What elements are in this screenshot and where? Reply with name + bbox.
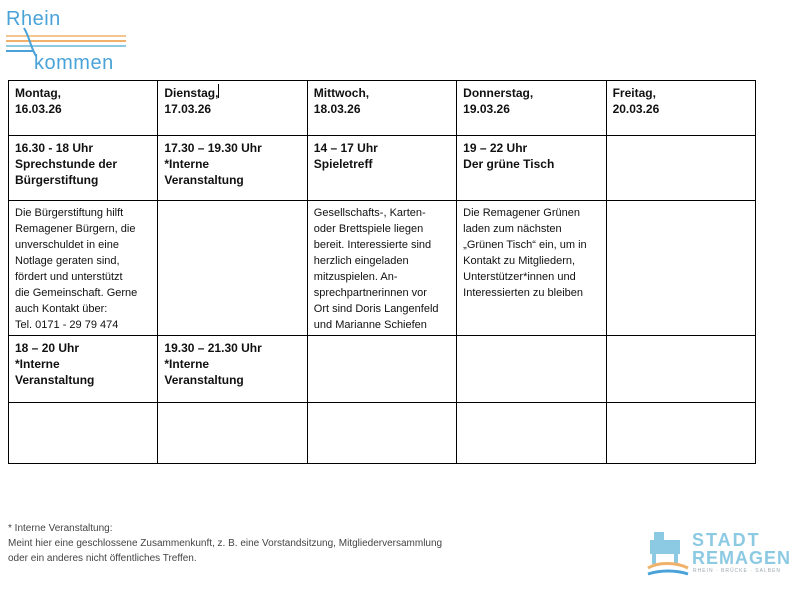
description-thursday: Die Remagener Grünen laden zum nächsten „Grünen Tisch“ ein, um in Kontakt zu Mitgliedern, Unterstützer*innen und Interessierten zu bleiben [457, 201, 606, 336]
table-row-empty [9, 403, 756, 464]
event-thursday-slot1: 19 – 22 Uhr Der grüne Tisch [457, 136, 606, 201]
event-thursday-slot2 [457, 336, 606, 403]
day-header-monday: Montag, 16.03.26 [9, 81, 158, 136]
empty-cell-wednesday [307, 403, 456, 464]
footnote-text-1: Meint hier eine geschlossene Zusammenkunft, z. B. eine Vorstandsitzung, Mitgliederversammlung [8, 538, 443, 549]
logo-word-stadt: STADT [692, 530, 761, 550]
empty-cell-monday [9, 403, 158, 464]
table-row-days [9, 81, 756, 136]
event-wednesday-slot2 [307, 336, 456, 403]
event-monday-slot2: 18 – 20 Uhr *Interne Veranstaltung [9, 336, 158, 403]
logo-tagline: RHEIN · BRÜCKE · SALBEN [693, 568, 782, 574]
empty-cell-tuesday [158, 403, 307, 464]
description-monday: Die Bürgerstiftung hilft Remagener Bürgern, die unverschuldet in eine Notlage geraten sind, fördert und unterstützt die Gemeinschaft. Gerne auch Kontakt über: Tel. 0171 - 29 79 474 [9, 201, 158, 336]
footnote [8, 521, 442, 566]
event-wednesday-slot1: 14 – 17 Uhr Spieletreff [307, 136, 456, 201]
weekly-schedule-table [8, 80, 756, 464]
event-friday-slot1 [606, 136, 755, 201]
logo-word-remagen: REMAGEN [692, 548, 792, 568]
stadt-remagen-logo [646, 528, 792, 580]
event-friday-slot2 [606, 336, 755, 403]
day-header-tuesday: Dienstag, 17.03.26 [158, 81, 307, 136]
event-tuesday-slot2: 19.30 – 21.30 Uhr *Interne Veranstaltung [158, 336, 307, 403]
table-row-slot1 [9, 136, 756, 201]
city-emblem-icon [646, 528, 690, 580]
logo-word-rhein: Rhein [6, 8, 61, 30]
description-wednesday: Gesellschafts-, Karten- oder Brettspiele liegen bereit. Interessierte sind herzlich eingeladen mitzuspielen. An- sprechpartnerinnen vor Ort sind Doris Langenfeld und Marianne Schiefen [307, 201, 456, 336]
event-monday-slot1: 16.30 - 18 Uhr Sprechstunde der Bürgerstiftung [9, 136, 158, 201]
day-header-thursday: Donnerstag, 19.03.26 [457, 81, 606, 136]
description-friday [606, 201, 755, 336]
table-row-descriptions [9, 201, 756, 336]
day-header-wednesday: Mittwoch, 18.03.26 [307, 81, 456, 136]
description-tuesday [158, 201, 307, 336]
event-tuesday-slot1: 17.30 – 19.30 Uhr *Interne Veranstaltung [158, 136, 307, 201]
empty-cell-friday [606, 403, 755, 464]
rheinkommen-logo [4, 6, 128, 74]
empty-cell-thursday [457, 403, 606, 464]
logo-word-kommen: kommen [34, 52, 114, 74]
day-header-friday: Freitag, 20.03.26 [606, 81, 755, 136]
footnote-title: * Interne Veranstaltung: [8, 523, 113, 534]
footnote-text-2: oder ein anderes nicht öffentliches Treffen. [8, 553, 197, 564]
table-row-slot2 [9, 336, 756, 403]
